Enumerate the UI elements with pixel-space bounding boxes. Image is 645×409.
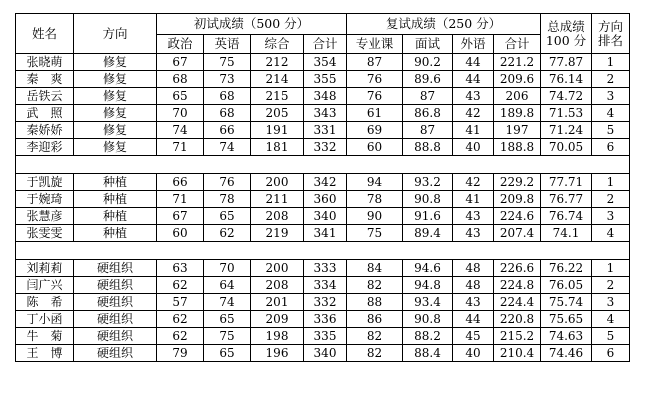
cell-comprehensive: 212	[251, 54, 304, 71]
cell-prelim-total: 336	[304, 311, 347, 328]
table-row	[16, 345, 630, 362]
cell-comprehensive: 201	[251, 294, 304, 311]
cell-rank: 2	[592, 277, 630, 294]
header-foreign-language: 外语	[453, 35, 494, 54]
cell-total-score: 77.87	[541, 54, 592, 71]
cell-total-score: 75.65	[541, 311, 592, 328]
cell-rank: 4	[592, 225, 630, 242]
cell-total-score: 76.14	[541, 71, 592, 88]
cell-politics: 62	[157, 328, 204, 345]
cell-comprehensive: 215	[251, 88, 304, 105]
cell-english: 75	[204, 54, 251, 71]
cell-name: 王 博	[16, 345, 74, 362]
header-total	[541, 14, 592, 54]
table-row	[16, 105, 630, 122]
cell-comprehensive: 196	[251, 345, 304, 362]
cell-politics: 70	[157, 105, 204, 122]
cell-politics: 67	[157, 54, 204, 71]
cell-politics: 62	[157, 311, 204, 328]
cell-politics: 68	[157, 71, 204, 88]
cell-politics: 65	[157, 88, 204, 105]
header-rank	[592, 14, 630, 54]
cell-name: 张雯雯	[16, 225, 74, 242]
cell-name: 刘莉莉	[16, 260, 74, 277]
cell-english: 65	[204, 311, 251, 328]
table-row	[16, 311, 630, 328]
table-row	[16, 277, 630, 294]
cell-total-score: 76.22	[541, 260, 592, 277]
cell-english: 76	[204, 174, 251, 191]
group-separator-row	[16, 242, 630, 260]
cell-name: 武 照	[16, 105, 74, 122]
cell-direction: 硬组织	[74, 328, 157, 345]
cell-retest-total: 189.8	[494, 105, 541, 122]
cell-total-score: 74.46	[541, 345, 592, 362]
separator-cell	[16, 156, 630, 174]
cell-major-course: 75	[347, 225, 403, 242]
cell-prelim-total: 334	[304, 277, 347, 294]
cell-english: 74	[204, 294, 251, 311]
score-table	[15, 13, 630, 362]
cell-name: 于凯旋	[16, 174, 74, 191]
table-row	[16, 208, 630, 225]
cell-english: 68	[204, 105, 251, 122]
cell-rank: 3	[592, 294, 630, 311]
table-row	[16, 139, 630, 156]
cell-comprehensive: 208	[251, 208, 304, 225]
cell-politics: 66	[157, 174, 204, 191]
cell-foreign-language: 45	[453, 328, 494, 345]
table-row	[16, 122, 630, 139]
header-interview: 面试	[403, 35, 453, 54]
cell-politics: 71	[157, 191, 204, 208]
cell-major-course: 78	[347, 191, 403, 208]
header-name: 姓名	[16, 14, 74, 54]
cell-foreign-language: 41	[453, 191, 494, 208]
cell-total-score: 76.05	[541, 277, 592, 294]
cell-politics: 60	[157, 225, 204, 242]
group-separator-row	[16, 156, 630, 174]
cell-foreign-language: 42	[453, 174, 494, 191]
cell-direction: 种植	[74, 174, 157, 191]
cell-politics: 63	[157, 260, 204, 277]
cell-english: 62	[204, 225, 251, 242]
cell-major-course: 76	[347, 88, 403, 105]
cell-direction: 修复	[74, 105, 157, 122]
cell-major-course: 60	[347, 139, 403, 156]
cell-foreign-language: 48	[453, 260, 494, 277]
cell-rank: 5	[592, 122, 630, 139]
cell-interview: 90.8	[403, 311, 453, 328]
cell-interview: 86.8	[403, 105, 453, 122]
cell-english: 66	[204, 122, 251, 139]
cell-foreign-language: 43	[453, 88, 494, 105]
cell-foreign-language: 44	[453, 54, 494, 71]
cell-prelim-total: 341	[304, 225, 347, 242]
cell-interview: 87	[403, 122, 453, 139]
cell-direction: 修复	[74, 71, 157, 88]
header-rank-line2: 排名	[597, 32, 623, 48]
cell-foreign-language: 41	[453, 122, 494, 139]
cell-rank: 6	[592, 139, 630, 156]
cell-name: 牛 菊	[16, 328, 74, 345]
table-row	[16, 294, 630, 311]
cell-retest-total: 207.4	[494, 225, 541, 242]
cell-rank: 6	[592, 345, 630, 362]
cell-prelim-total: 355	[304, 71, 347, 88]
cell-comprehensive: 211	[251, 191, 304, 208]
cell-prelim-total: 354	[304, 54, 347, 71]
cell-retest-total: 209.8	[494, 191, 541, 208]
cell-total-score: 75.74	[541, 294, 592, 311]
cell-major-course: 84	[347, 260, 403, 277]
cell-interview: 88.8	[403, 139, 453, 156]
cell-prelim-total: 343	[304, 105, 347, 122]
cell-foreign-language: 43	[453, 208, 494, 225]
cell-total-score: 71.53	[541, 105, 592, 122]
cell-prelim-total: 331	[304, 122, 347, 139]
cell-major-course: 86	[347, 311, 403, 328]
cell-major-course: 82	[347, 345, 403, 362]
cell-foreign-language: 48	[453, 277, 494, 294]
cell-english: 68	[204, 88, 251, 105]
table-row	[16, 174, 630, 191]
cell-prelim-total: 333	[304, 260, 347, 277]
cell-prelim-total: 340	[304, 345, 347, 362]
header-major-course: 专业课	[347, 35, 403, 54]
separator-cell	[16, 242, 630, 260]
cell-prelim-total: 335	[304, 328, 347, 345]
cell-english: 75	[204, 328, 251, 345]
cell-english: 70	[204, 260, 251, 277]
cell-foreign-language: 44	[453, 71, 494, 88]
cell-retest-total: 221.2	[494, 54, 541, 71]
cell-comprehensive: 208	[251, 277, 304, 294]
cell-retest-total: 197	[494, 122, 541, 139]
cell-direction: 修复	[74, 88, 157, 105]
cell-total-score: 74.1	[541, 225, 592, 242]
cell-major-course: 61	[347, 105, 403, 122]
cell-comprehensive: 205	[251, 105, 304, 122]
header-english: 英语	[204, 35, 251, 54]
cell-direction: 修复	[74, 139, 157, 156]
header-prelim-total: 合计	[304, 35, 347, 54]
cell-name: 于婉琦	[16, 191, 74, 208]
cell-direction: 修复	[74, 122, 157, 139]
table-row	[16, 328, 630, 345]
cell-politics: 67	[157, 208, 204, 225]
cell-total-score: 76.74	[541, 208, 592, 225]
cell-major-course: 82	[347, 277, 403, 294]
cell-direction: 修复	[74, 54, 157, 71]
cell-foreign-language: 43	[453, 225, 494, 242]
header-retest-group: 复试成绩（250 分）	[347, 14, 541, 35]
cell-comprehensive: 181	[251, 139, 304, 156]
cell-rank: 2	[592, 191, 630, 208]
cell-interview: 90.2	[403, 54, 453, 71]
cell-name: 李迎彩	[16, 139, 74, 156]
cell-prelim-total: 342	[304, 174, 347, 191]
header-total-line2: 100 分	[545, 32, 587, 48]
table-row	[16, 225, 630, 242]
header-politics: 政治	[157, 35, 204, 54]
header-retest-total: 合计	[494, 35, 541, 54]
cell-rank: 3	[592, 208, 630, 225]
cell-prelim-total: 360	[304, 191, 347, 208]
cell-politics: 62	[157, 277, 204, 294]
table-row	[16, 260, 630, 277]
cell-rank: 4	[592, 105, 630, 122]
cell-total-score: 76.77	[541, 191, 592, 208]
header-comprehensive: 综合	[251, 35, 304, 54]
cell-direction: 硬组织	[74, 294, 157, 311]
cell-name: 张晓萌	[16, 54, 74, 71]
cell-direction: 硬组织	[74, 260, 157, 277]
cell-total-score: 74.63	[541, 328, 592, 345]
cell-prelim-total: 348	[304, 88, 347, 105]
cell-politics: 74	[157, 122, 204, 139]
cell-major-course: 76	[347, 71, 403, 88]
cell-retest-total: 224.6	[494, 208, 541, 225]
cell-direction: 硬组织	[74, 277, 157, 294]
header-prelim-group: 初试成绩（500 分）	[157, 14, 347, 35]
cell-english: 65	[204, 345, 251, 362]
cell-major-course: 94	[347, 174, 403, 191]
cell-interview: 94.6	[403, 260, 453, 277]
cell-english: 73	[204, 71, 251, 88]
cell-name: 闫广兴	[16, 277, 74, 294]
cell-retest-total: 224.8	[494, 277, 541, 294]
cell-comprehensive: 198	[251, 328, 304, 345]
cell-interview: 87	[403, 88, 453, 105]
cell-comprehensive: 214	[251, 71, 304, 88]
header-row-1	[16, 14, 630, 35]
cell-retest-total: 220.8	[494, 311, 541, 328]
cell-rank: 1	[592, 174, 630, 191]
cell-interview: 91.6	[403, 208, 453, 225]
cell-major-course: 87	[347, 54, 403, 71]
cell-politics: 79	[157, 345, 204, 362]
table-row	[16, 88, 630, 105]
cell-foreign-language: 42	[453, 105, 494, 122]
cell-rank: 5	[592, 328, 630, 345]
cell-retest-total: 210.4	[494, 345, 541, 362]
cell-rank: 1	[592, 260, 630, 277]
table-row	[16, 71, 630, 88]
cell-prelim-total: 332	[304, 139, 347, 156]
cell-comprehensive: 200	[251, 174, 304, 191]
cell-direction: 种植	[74, 225, 157, 242]
cell-rank: 1	[592, 54, 630, 71]
cell-retest-total: 188.8	[494, 139, 541, 156]
cell-interview: 89.4	[403, 225, 453, 242]
cell-name: 岳铁云	[16, 88, 74, 105]
table-row	[16, 191, 630, 208]
cell-prelim-total: 332	[304, 294, 347, 311]
cell-retest-total: 215.2	[494, 328, 541, 345]
cell-foreign-language: 44	[453, 311, 494, 328]
cell-foreign-language: 43	[453, 294, 494, 311]
cell-prelim-total: 340	[304, 208, 347, 225]
cell-total-score: 77.71	[541, 174, 592, 191]
cell-retest-total: 206	[494, 88, 541, 105]
cell-name: 丁小函	[16, 311, 74, 328]
cell-total-score: 70.05	[541, 139, 592, 156]
cell-name: 陈 希	[16, 294, 74, 311]
header-direction: 方向	[74, 14, 157, 54]
cell-rank: 3	[592, 88, 630, 105]
header-total-line1: 总成绩	[547, 19, 585, 35]
cell-retest-total: 226.6	[494, 260, 541, 277]
cell-comprehensive: 200	[251, 260, 304, 277]
cell-name: 秦 爽	[16, 71, 74, 88]
cell-interview: 93.2	[403, 174, 453, 191]
table-row	[16, 54, 630, 71]
cell-total-score: 71.24	[541, 122, 592, 139]
cell-major-course: 88	[347, 294, 403, 311]
cell-comprehensive: 209	[251, 311, 304, 328]
cell-retest-total: 224.4	[494, 294, 541, 311]
cell-name: 张慧彦	[16, 208, 74, 225]
cell-rank: 2	[592, 71, 630, 88]
cell-interview: 88.2	[403, 328, 453, 345]
cell-interview: 94.8	[403, 277, 453, 294]
cell-major-course: 90	[347, 208, 403, 225]
cell-politics: 57	[157, 294, 204, 311]
cell-interview: 88.4	[403, 345, 453, 362]
cell-interview: 89.6	[403, 71, 453, 88]
cell-direction: 硬组织	[74, 345, 157, 362]
cell-english: 78	[204, 191, 251, 208]
cell-english: 74	[204, 139, 251, 156]
cell-retest-total: 229.2	[494, 174, 541, 191]
cell-major-course: 82	[347, 328, 403, 345]
cell-comprehensive: 191	[251, 122, 304, 139]
cell-foreign-language: 40	[453, 139, 494, 156]
cell-english: 65	[204, 208, 251, 225]
cell-interview: 90.8	[403, 191, 453, 208]
cell-name: 秦娇娇	[16, 122, 74, 139]
cell-rank: 4	[592, 311, 630, 328]
header-rank-line1: 方向	[597, 19, 623, 35]
cell-interview: 93.4	[403, 294, 453, 311]
cell-direction: 种植	[74, 191, 157, 208]
cell-english: 64	[204, 277, 251, 294]
cell-direction: 种植	[74, 208, 157, 225]
cell-retest-total: 209.6	[494, 71, 541, 88]
cell-direction: 硬组织	[74, 311, 157, 328]
cell-foreign-language: 40	[453, 345, 494, 362]
cell-politics: 71	[157, 139, 204, 156]
cell-comprehensive: 219	[251, 225, 304, 242]
cell-total-score: 74.72	[541, 88, 592, 105]
cell-major-course: 69	[347, 122, 403, 139]
